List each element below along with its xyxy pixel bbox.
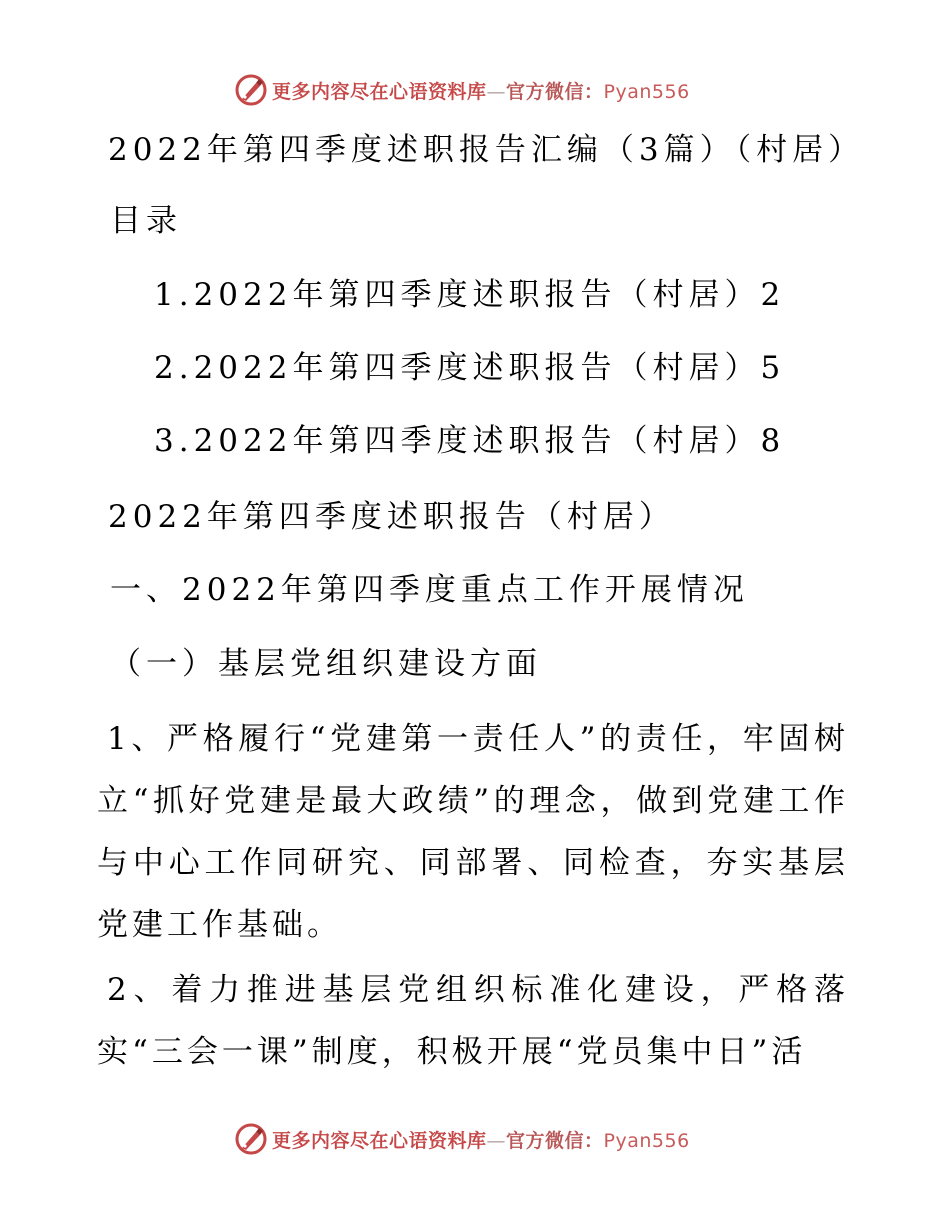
body-paragraph-2: 2、着力推进基层党组织标准化建设，严格落实“三会一课”制度，积极开展“党员集中日”活 (97, 972, 849, 1070)
body-paragraph-1: 1、严格履行“党建第一责任人”的责任，牢固树立“抓好党建是最大政绩”的理念，做到党建工作与中心工作同研究、同部署、同检查，夯实基层党建工作基础。 (97, 721, 849, 943)
watermark-banner-bottom (234, 1121, 690, 1157)
subsection-heading: （一）基层党组织建设方面 (110, 646, 542, 682)
pen-logo-icon (234, 73, 268, 107)
toc-item-3[interactable]: 3.2022年第四季度述职报告（村居）8 (154, 423, 786, 459)
pen-logo-icon (234, 1122, 268, 1156)
watermark-text: 更多内容尽在心语资料库—官方微信：Pyan556 (272, 80, 690, 103)
document-title: 2022年第四季度述职报告汇编（3篇）（村居） (108, 132, 865, 168)
toc-item-1[interactable]: 1.2022年第四季度述职报告（村居）2 (154, 277, 786, 313)
article-title: 2022年第四季度述职报告（村居） (108, 499, 675, 535)
section-heading: 一、2022年第四季度重点工作开展情况 (110, 572, 749, 608)
toc-heading: 目录 (110, 203, 182, 239)
toc-item-2[interactable]: 2.2022年第四季度述职报告（村居）5 (154, 350, 786, 386)
watermark-banner-top (234, 72, 690, 108)
watermark-text: 更多内容尽在心语资料库—官方微信：Pyan556 (272, 1129, 690, 1152)
